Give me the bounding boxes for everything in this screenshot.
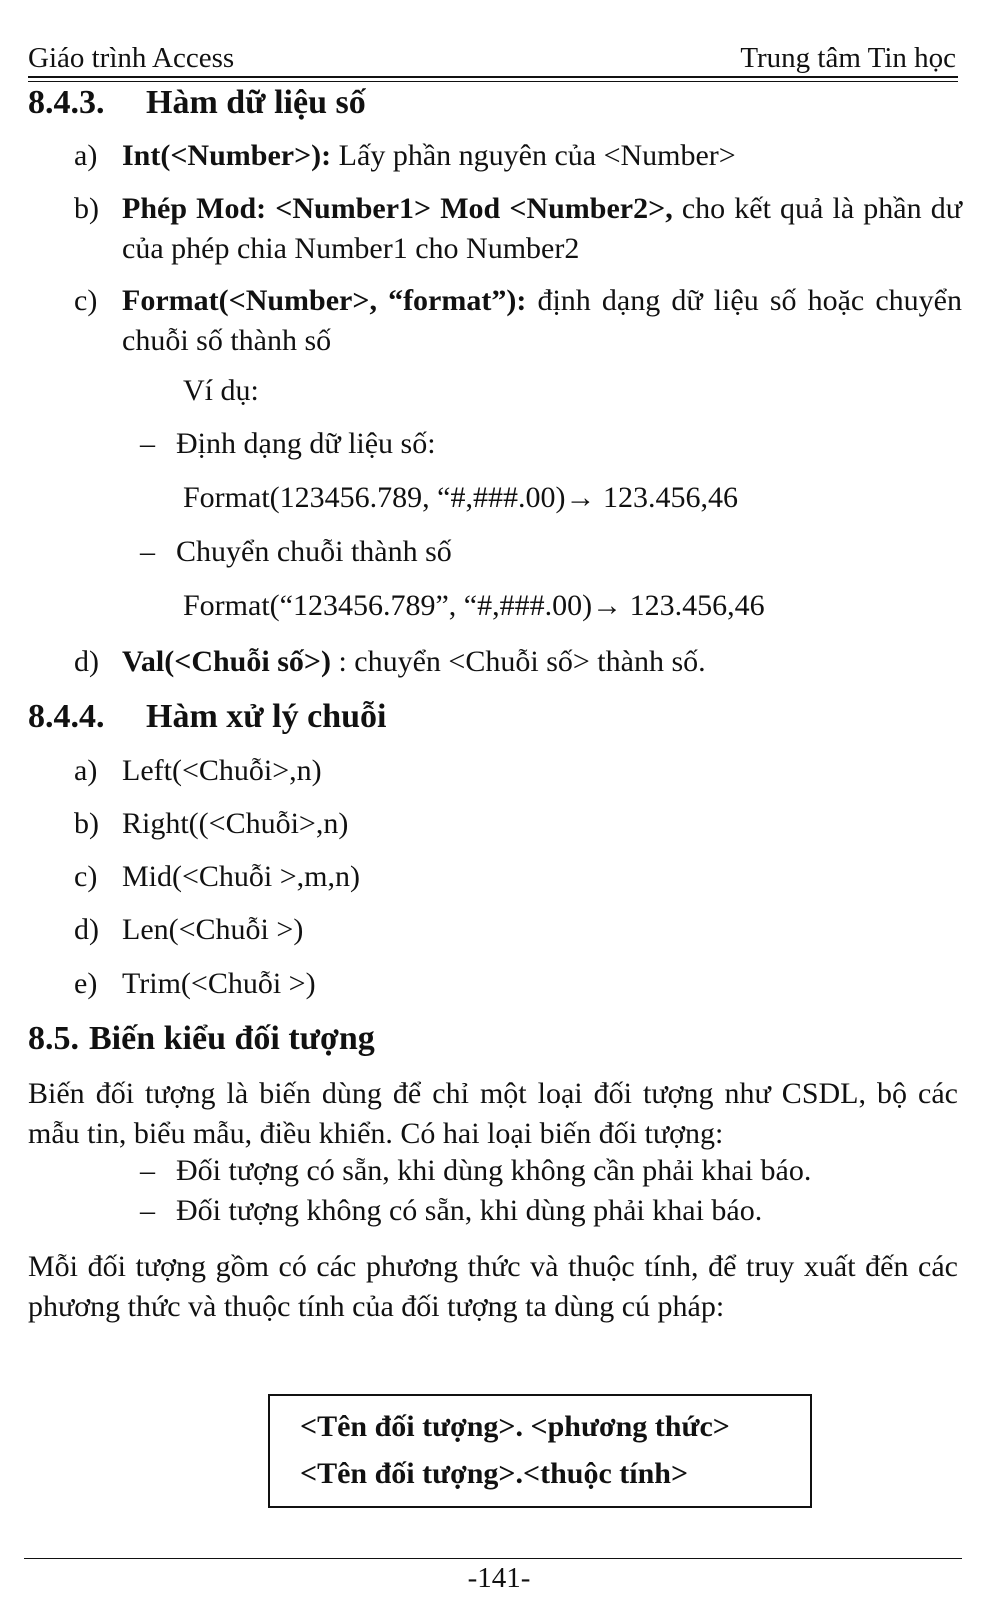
function-description: Lấy phần nguyên của <Number> [331, 139, 736, 172]
section-number: 8.5. [28, 1020, 79, 1057]
list-item-mod [74, 189, 962, 269]
page-number: -141- [467, 1562, 531, 1594]
function-name: Val(<Chuỗi số>) [122, 645, 331, 678]
bullet-text: Đối tượng có sẵn, khi dùng không cần phải khai báo. [176, 1154, 812, 1187]
list-item [74, 804, 962, 844]
header-rule-thin [28, 81, 958, 82]
dash-bullet: – [140, 535, 155, 568]
example-format-2: Format(“123456.789”, “#,###.00)→ 123.456,46 [183, 589, 765, 622]
list-label: a) [74, 139, 98, 172]
list-item-int [74, 136, 962, 176]
paragraph-object-variable: Biến đối tượng là biến dùng để chỉ một loại đối tượng như CSDL, bộ các mẫu tin, biểu mẫu, điều khiển. Có hai loại biến đối tượng: [28, 1077, 958, 1150]
bullet-convert-string [140, 535, 452, 569]
paragraph-syntax-intro: Mỗi đối tượng gồm có các phương thức và thuộc tính, để truy xuất đến các phương thức và thuộc tính của đối tượng ta dùng cú pháp: [28, 1250, 958, 1323]
section-8-4-4-heading [28, 698, 386, 736]
bullet-format-number [140, 427, 436, 461]
list-label: a) [74, 754, 98, 787]
header-rule-thick [28, 76, 958, 78]
syntax-property: <Tên đối tượng>.<thuộc tính> [300, 1457, 689, 1490]
header-book-title: Giáo trình Access [28, 42, 235, 74]
list-text: Right((<Chuỗi>,n) [122, 807, 349, 840]
function-name: Int(<Number>): [122, 139, 332, 172]
list-item-format [74, 281, 962, 361]
list-label: d) [74, 913, 99, 946]
list-label: b) [74, 192, 99, 225]
function-description: định dạng dữ liệu số hoặc chuyển chuỗi số thành số [122, 284, 962, 357]
list-label: d) [74, 645, 99, 678]
list-text: Mid(<Chuỗi >,m,n) [122, 860, 361, 893]
list-item [74, 751, 962, 791]
section-title: Biến kiểu đối tượng [89, 1020, 375, 1057]
function-description: cho kết quả là phần dư của phép chia Number1 cho Number2 [122, 192, 962, 265]
dash-bullet: – [140, 427, 155, 460]
bullet-text: Định dạng dữ liệu số: [176, 427, 436, 460]
example-format-1: Format(123456.789, “#,###.00)→ 123.456,46 [183, 481, 738, 514]
section-8-5-heading [28, 1020, 375, 1058]
section-title: Hàm xử lý chuỗi [146, 698, 387, 735]
function-name: Format(<Number>, “format”): [122, 284, 527, 317]
list-label: e) [74, 967, 98, 1000]
list-item [74, 910, 962, 950]
section-8-4-3-heading [28, 84, 366, 122]
list-item [74, 857, 962, 897]
dash-bullet: – [140, 1154, 155, 1187]
list-text: Len(<Chuỗi >) [122, 913, 304, 946]
bullet-declared-object [140, 1194, 762, 1228]
example-label: Ví dụ: [183, 374, 259, 407]
list-label: c) [74, 284, 98, 317]
footer-rule [24, 1558, 962, 1559]
list-item [74, 964, 962, 1004]
bullet-text: Chuyển chuỗi thành số [176, 535, 452, 568]
page-header [28, 38, 956, 78]
bullet-text: Đối tượng không có sẵn, khi dùng phải khai báo. [176, 1194, 763, 1227]
dash-bullet: – [140, 1194, 155, 1227]
section-title: Hàm dữ liệu số [146, 84, 366, 121]
function-description: : chuyển <Chuỗi số> thành số. [330, 645, 706, 678]
header-center-name: Trung tâm Tin học [740, 42, 956, 74]
list-item-val [74, 642, 962, 682]
bullet-builtin-object [140, 1154, 811, 1188]
function-name: Phép Mod: <Number1> Mod <Number2>, [122, 192, 673, 225]
list-text: Trim(<Chuỗi >) [122, 967, 316, 1000]
section-number: 8.4.3. [28, 84, 105, 121]
section-number: 8.4.4. [28, 698, 105, 735]
list-text: Left(<Chuỗi>,n) [122, 754, 322, 787]
syntax-box [268, 1394, 812, 1508]
list-label: c) [74, 860, 98, 893]
syntax-method: <Tên đối tượng>. <phương thức> [300, 1410, 730, 1443]
list-label: b) [74, 807, 99, 840]
